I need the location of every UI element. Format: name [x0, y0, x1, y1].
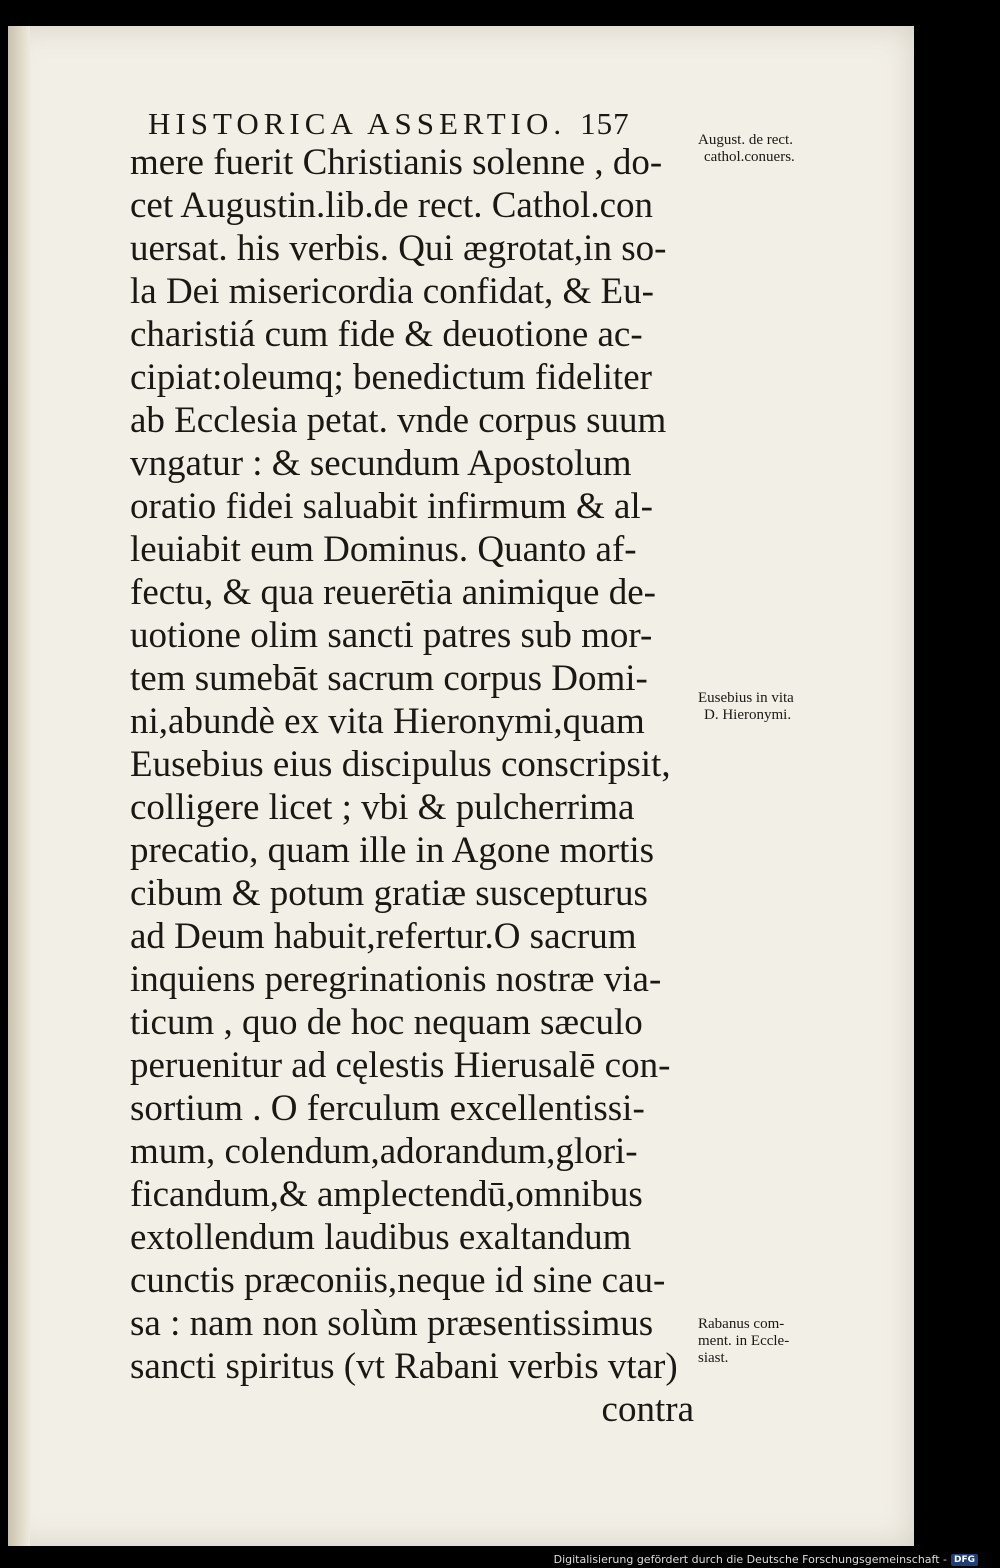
text-line: fectu, & qua reuerētia animique de- — [130, 572, 656, 613]
margin-note-line: August. de rect. — [698, 132, 793, 148]
text-line: sortium . O ferculum excellentissi- — [130, 1088, 645, 1129]
margin-note-line: ment. in Eccle- — [698, 1333, 790, 1349]
text-line: sa : nam non solùm præsentissimus — [130, 1303, 654, 1344]
running-header — [148, 106, 630, 142]
main-text-block — [130, 141, 698, 1431]
text-line: inquiens peregrinationis nostræ via- — [130, 959, 662, 1000]
margin-note-eusebius — [698, 690, 878, 724]
text-line: sancti spiritus (vt Rabani verbis vtar) — [130, 1346, 678, 1387]
text-line: ficandum,& amplectendū,omnibus — [130, 1174, 643, 1215]
text-line: mere fuerit Christianis solenne , do- — [130, 142, 663, 183]
text-line: extollendum laudibus exaltandum — [130, 1217, 632, 1258]
text-line: peruenitur ad cęlestis Hierusalē con- — [130, 1045, 671, 1086]
text-line: uersat. his verbis. Qui ægrotat,in so- — [130, 228, 667, 269]
text-line: charistiá cum fide & deuotione ac- — [130, 314, 643, 355]
text-line: cibum & potum gratiæ suscepturus — [130, 873, 648, 914]
margin-note-line: cathol.conuers. — [704, 149, 795, 165]
text-line: vngatur : & secundum Apostolum — [130, 443, 632, 484]
text-line: oratio fidei saluabit infirmum & al- — [130, 486, 654, 527]
page-gutter — [8, 26, 30, 1546]
text-line: mum, colendum,adorandum,glori- — [130, 1131, 638, 1172]
text-line: la Dei misericordia confidat, & Eu- — [130, 271, 654, 312]
page-number: 157 — [580, 106, 630, 141]
catchword: contra — [601, 1389, 694, 1430]
margin-note-augustine — [698, 132, 878, 166]
digitization-credit — [554, 1553, 978, 1566]
text-line: cipiat:oleumq; benedictum fideliter — [130, 357, 652, 398]
text-line: ab Ecclesia petat. vnde corpus suum — [130, 400, 667, 441]
margin-note-line: Eusebius in vita — [698, 690, 794, 706]
margin-note-line: siast. — [698, 1350, 729, 1366]
margin-note-line: D. Hieronymi. — [704, 707, 792, 723]
text-line: Eusebius eius discipulus conscripsit, — [130, 744, 671, 785]
text-line: colligere licet ; vbi & pulcherrima — [130, 787, 635, 828]
text-line: precatio, quam ille in Agone mortis — [130, 830, 655, 871]
credit-text: Digitalisierung gefördert durch die Deutsche Forschungsgemeinschaft - — [553, 1553, 947, 1566]
text-line: leuiabit eum Dominus. Quanto af- — [130, 529, 637, 570]
dfg-logo: DFG — [951, 1554, 978, 1566]
text-line: ad Deum habuit,refertur.O sacrum — [130, 916, 637, 957]
running-title: HISTORICA ASSERTIO. — [148, 106, 567, 141]
text-line: cunctis præconiis,neque id sine cau- — [130, 1260, 666, 1301]
text-line: cet Augustin.lib.de rect. Cathol.con — [130, 185, 654, 226]
margin-note-rabanus — [698, 1316, 878, 1367]
text-line: tem sumebāt sacrum corpus Domi- — [130, 658, 648, 699]
text-line: ni,abundè ex vita Hieronymi,quam — [130, 701, 645, 742]
book-page — [8, 26, 914, 1546]
text-line: ticum , quo de hoc nequam sæculo — [130, 1002, 643, 1043]
text-line: uotione olim sancti patres sub mor- — [130, 615, 653, 656]
margin-note-line: Rabanus com- — [698, 1316, 785, 1332]
